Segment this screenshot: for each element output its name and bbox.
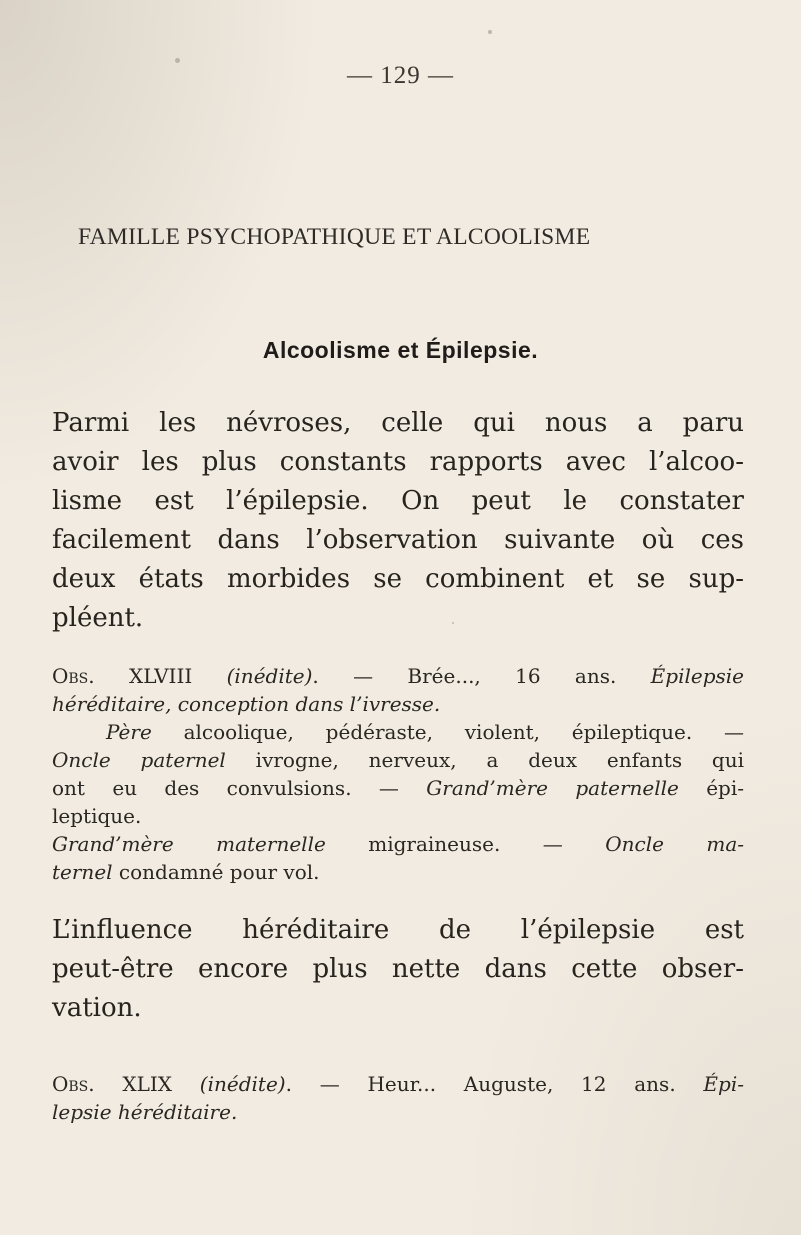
paper-speck <box>488 30 492 34</box>
text-line <box>52 1098 744 1126</box>
text-line <box>52 802 744 830</box>
paragraph-hereditary-influence <box>52 911 744 1028</box>
text-line <box>52 1070 744 1098</box>
observation-49 <box>52 1070 744 1126</box>
running-title: FAMILLE PSYCHOPATHIQUE ET ALCOOLISME <box>78 224 591 250</box>
section-title: Alcoolisme et Épilepsie. <box>262 337 539 363</box>
text-line: deux états morbides se combinent et se sup- <box>52 564 744 594</box>
observation-text: condamné pour vol. <box>112 860 320 884</box>
relative-label: Oncle paternel <box>52 748 226 772</box>
text-line <box>52 718 744 746</box>
observation-text: . — Brée..., 16 ans. <box>312 664 651 688</box>
text-line <box>52 662 744 690</box>
observation-diagnosis: lepsie héréditaire. <box>52 1100 238 1124</box>
page-number: — 129 — <box>347 62 454 89</box>
text-line: lisme est l’épilepsie. On peut le constater <box>52 486 744 516</box>
observation-diagnosis: héréditaire, conception dans l’ivresse. <box>52 692 441 716</box>
observation-status: (inédite) <box>226 664 313 688</box>
paper-speck <box>175 58 180 63</box>
relative-label: Oncle ma- <box>605 832 745 856</box>
text-line: Parmi les névroses, celle qui nous a paru <box>52 408 744 438</box>
observation-text: épi- <box>678 776 744 800</box>
text-line <box>52 858 744 886</box>
relative-label: Grand’mère paternelle <box>426 776 679 800</box>
observation-text: . — Heur... Auguste, 12 ans. <box>285 1072 704 1096</box>
text-line: peut-être encore plus nette dans cette obser- <box>52 954 744 984</box>
observation-48 <box>52 662 744 886</box>
text-line: L’influence héréditaire de l’épilepsie est <box>52 915 744 945</box>
observation-text: ont eu des convulsions. — <box>52 776 427 800</box>
observation-text: ivrogne, nerveux, a deux enfants qui <box>225 748 744 772</box>
observation-text: migraineuse. — <box>325 832 606 856</box>
observation-diagnosis: Épilepsie <box>650 664 745 688</box>
observation-text: leptique. <box>52 804 142 828</box>
text-line <box>52 830 744 858</box>
observation-status: (inédite) <box>199 1072 286 1096</box>
text-line: avoir les plus constants rapports avec l’alcoo- <box>52 447 744 477</box>
relative-label: ternel <box>52 860 113 884</box>
text-line: facilement dans l’observation suivante où ces <box>52 525 744 555</box>
paper-speck <box>452 622 454 624</box>
text-line <box>52 774 744 802</box>
text-line: vation. <box>52 993 142 1023</box>
observation-label: Obs. XLVIII <box>52 664 193 688</box>
observation-diagnosis: Épi- <box>703 1072 744 1096</box>
text-line <box>52 746 744 774</box>
observation-text: alcoolique, pédéraste, violent, épileptique. — <box>151 720 744 744</box>
paragraph-epilepsy-intro <box>52 404 744 638</box>
text-line: pléent. <box>52 603 144 633</box>
observation-label: Obs. XLIX <box>52 1072 173 1096</box>
relative-label: Grand’mère maternelle <box>52 832 326 856</box>
relative-label: Père <box>106 720 152 744</box>
text-line <box>52 690 744 718</box>
